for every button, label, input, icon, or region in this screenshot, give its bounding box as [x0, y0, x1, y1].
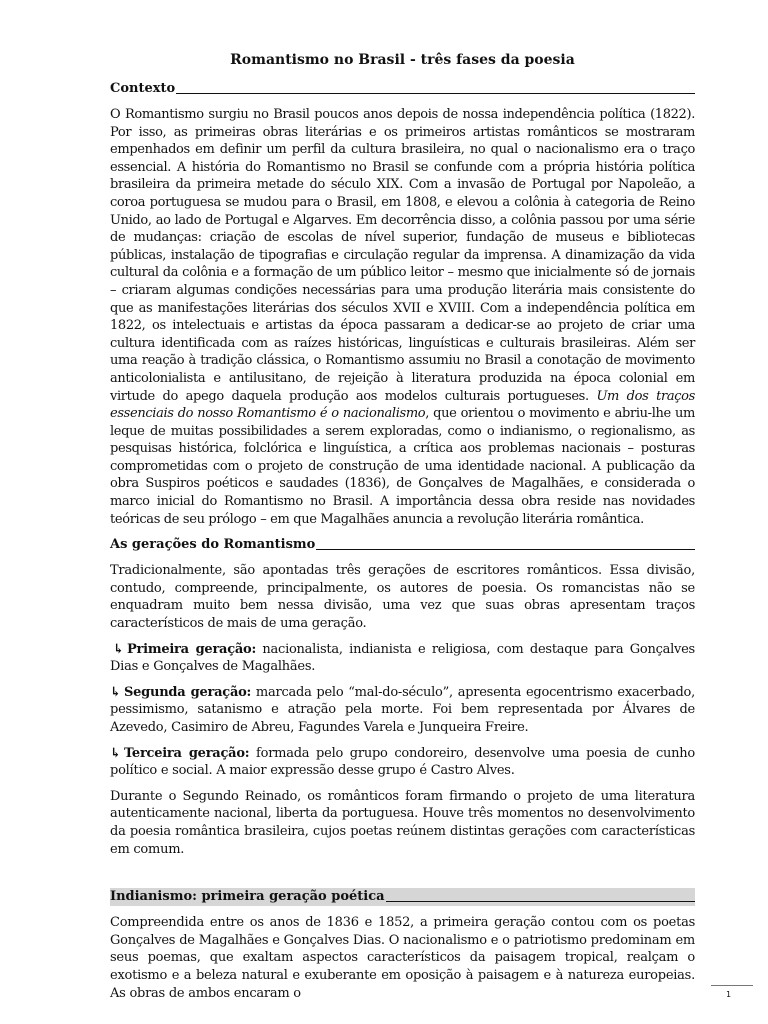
arrow-icon: ↳	[110, 745, 121, 761]
heading-rule	[316, 549, 695, 550]
bullet-label: Segunda geração:	[124, 684, 252, 700]
indianismo-paragraph: Compreendida entre os anos de 1836 e 1852, a primeira geração contou com os poetas Gonçalves de Magalhães e Gonçalves Dias. O nacionalismo e o patriotismo predominam em seus poemas, que exaltam aspectos característicos da paisagem tropical, realçam o exotismo e a beleza natural e exuberante em oposição à paisagem e à natureza europeias. As obras de ambos encaram o	[110, 915, 695, 1001]
bullet-primeira-geracao	[110, 641, 695, 676]
contexto-text-a: O Romantismo surgiu no Brasil poucos anos depois de nossa independência política (1822). Por isso, as primeiras obras literárias e os primeiros artistas românticos se mostraram empenhados em definir um perfil da cultura brasileira, no qual o nacionalismo era o traço essencial. A história do Romantismo no Brasil se confunde com a própria história política brasileira da primeira metade do século XIX. Com a invasão de Portugal por Napoleão, a coroa portuguesa se mudou para o Brasil, em 1808, e elevou a colônia à categoria de Reino Unido, ao lado de Portugal e Algarves. Em decorrência disso, a colônia passou por uma série de mudanças: criação de escolas de nível superior, fundação de museus e bibliotecas públicas, instalação de tipografias e circulação regular da imprensa. A dinamização da vida cultural da colônia e a formação de um público leitor – mesmo que inicialmente só de jornais – criaram algumas condições necessárias para uma produção literária mais consistente do que as manifestações literárias dos séculos XVII e XVIII. Com a independência política em 1822, os intelectuais e artistas da época passaram a dedicar-se ao projeto de criar uma cultura identificada com as raízes históricas, linguísticas e culturais brasileiras. Além ser uma reação à tradição clássica, o Romantismo assumiu no Brasil a conotação de movimento anticolonialista e antilusitano, de rejeição à literatura produzida na época colonial em virtude do apego daquela produção aos modelos culturais portugueses.	[110, 107, 695, 404]
geracoes-intro: Tradicionalmente, são apontadas três gerações de escritores românticos. Essa divisão, contudo, compreende, principalmente, os autores de poesia. Os romancistas não se enquadram muito bem nessa divisão, uma vez que suas obras apresentam traços característicos de mais de uma geração.	[110, 563, 695, 632]
document-title: Romantismo no Brasil - três fases da poesia	[230, 52, 575, 68]
spacer	[110, 866, 695, 888]
document-page	[110, 50, 695, 1010]
heading-rule	[176, 93, 695, 94]
page-number: 1	[726, 990, 732, 999]
contexto-text-italic: Um dos traços essenciais do nosso Romantismo é o nacionalismo	[110, 388, 695, 422]
section-heading-label: Indianismo: primeira geração poética	[110, 889, 385, 905]
bullet-text: formada pelo grupo condoreiro, desenvolve uma poesia de cunho político e social. A maior expressão desse grupo é Castro Alves.	[110, 745, 695, 779]
bullet-terceira-geracao	[110, 745, 695, 780]
arrow-icon: ↳	[110, 684, 121, 700]
section-heading-contexto	[110, 80, 695, 98]
contexto-text-b: , que orientou o movimento e abriu-lhe um leque de muitas possibilidades a serem exploradas, como o indianismo, o regionalismo, as pesquisas histórica, folclórica e linguística, a crítica aos problemas nacionais – posturas comprometidas com o projeto de construção de uma identidade nacional. A publicação da obra Suspiros poéticos e saudades (1836), de Gonçalves de Magalhães, e considerada o marco inicial do Romantismo no Brasil. A importância dessa obra reside nas novidades teóricas de seu prólogo – em que Magalhães anuncia a revolução literária romântica.	[110, 406, 695, 527]
bullet-label: Terceira geração:	[124, 745, 250, 761]
arrow-icon: ↳	[113, 641, 124, 657]
geracoes-closing: Durante o Segundo Reinado, os românticos foram firmando o projeto de uma literatura autenticamente nacional, liberta da portuguesa. Houve três momentos no desenvolvimento da poesia romântica brasileira, cujos poetas reúnem distintas gerações com características em comum.	[110, 788, 695, 857]
section-heading-label: Contexto	[110, 81, 176, 96]
section-heading-indianismo	[110, 888, 695, 906]
heading-rule	[386, 901, 695, 902]
bullet-label: Primeira geração:	[127, 641, 257, 657]
bullet-text: nacionalista, indianista e religiosa, com destaque para Gonçalves Dias e Gonçalves de Magalhães.	[110, 641, 695, 675]
bullet-text: marcada pelo “mal-do-século”, apresenta egocentrismo exacerbado, pessimismo, satanismo e atração pela morte. Foi bem representada por Álvares de Azevedo, Casimiro de Abreu, Fagundes Varela e Junqueira Freire.	[110, 684, 695, 735]
section-heading-label: As gerações do Romantismo	[110, 537, 316, 553]
bullet-segunda-geracao	[110, 684, 695, 737]
contexto-paragraph	[110, 106, 695, 528]
footer-rule	[711, 985, 753, 986]
section-heading-geracoes	[110, 536, 695, 554]
